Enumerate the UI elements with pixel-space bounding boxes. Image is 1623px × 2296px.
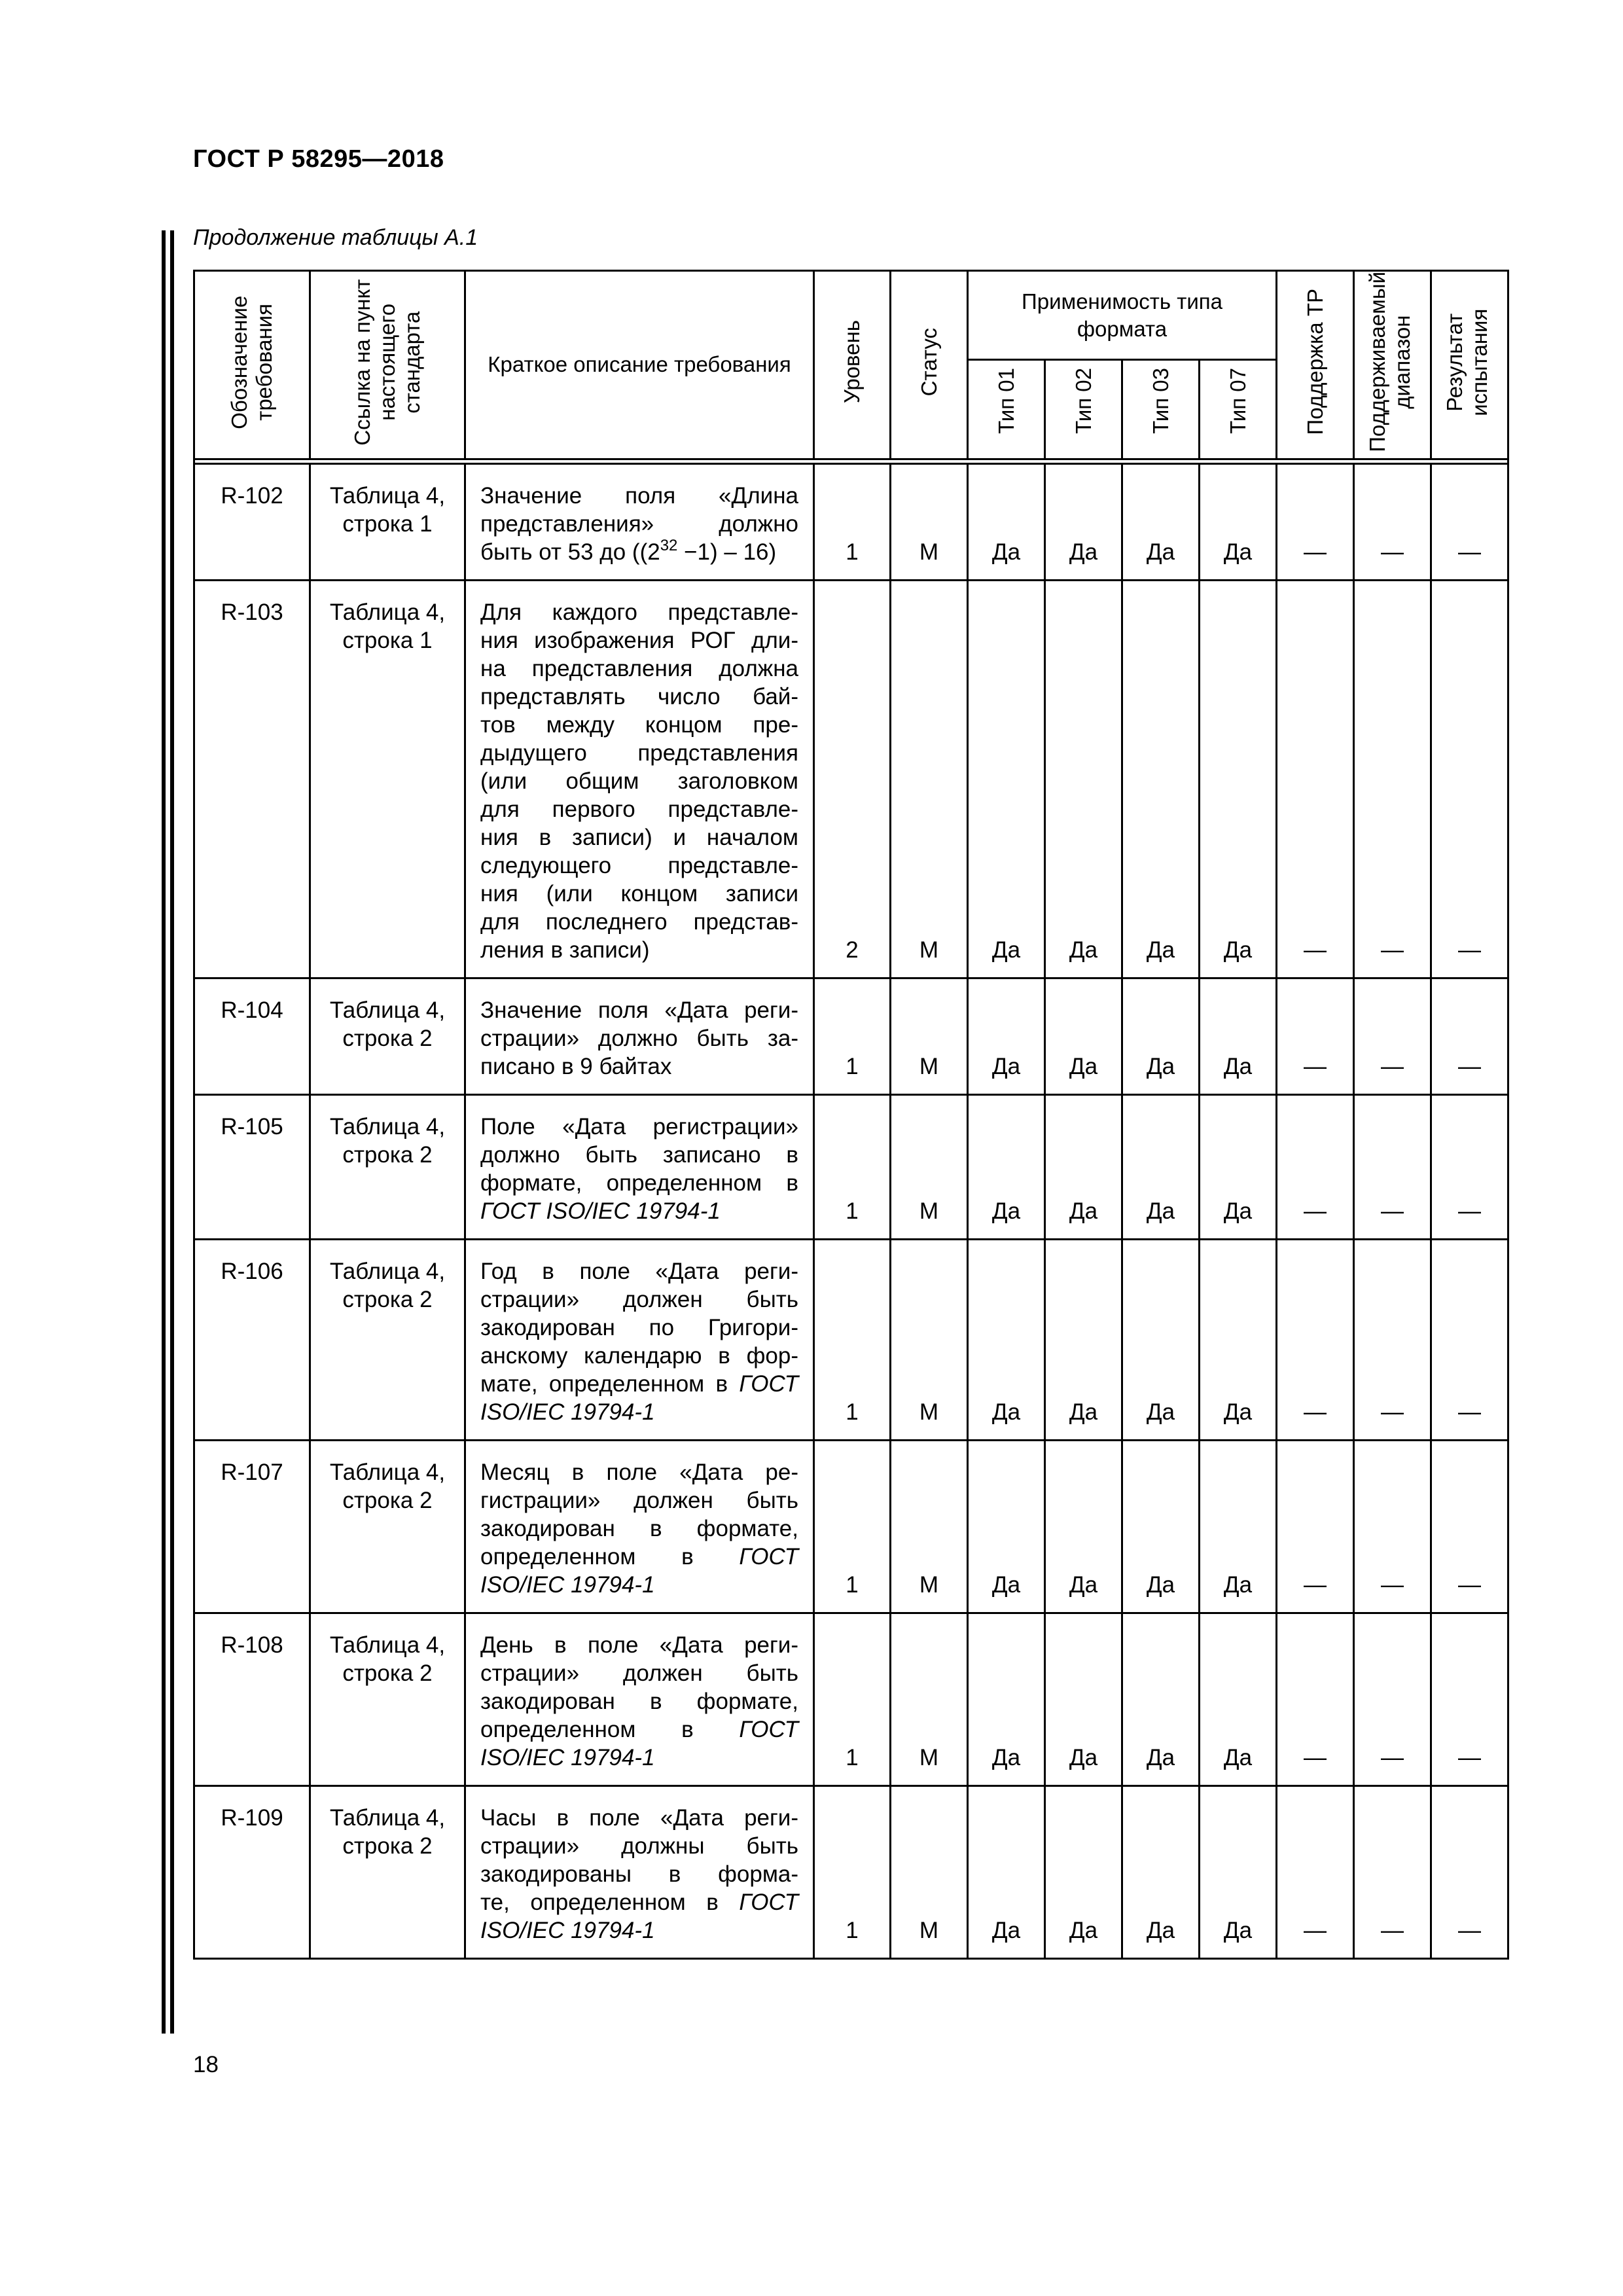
table-row xyxy=(194,1239,1508,1440)
cell-supported-range: — xyxy=(1354,463,1431,580)
cell-type02: Да xyxy=(1045,1440,1122,1613)
table-row xyxy=(194,463,1508,580)
cell-status: M xyxy=(891,978,968,1094)
cell-type01: Да xyxy=(968,978,1045,1094)
cell-supported-range: — xyxy=(1354,1094,1431,1239)
cell-description: Год в поле «Дата реги- страции» должен быть закодирован по Григори- анскому календарю в фор- мате, определенном в ГОСТ ISO/IEC 19794-1 xyxy=(465,1239,814,1440)
header-supported-range: Поддерживаемый диапазон xyxy=(1354,271,1431,459)
header-applicability: Применимость типа формата xyxy=(968,271,1277,360)
cell-status: M xyxy=(891,1613,968,1785)
cell-supported-range: — xyxy=(1354,1785,1431,1958)
cell-test-result: — xyxy=(1431,1613,1508,1785)
cell-reference: Таблица 4, строка 2 xyxy=(310,1094,465,1239)
cell-type02: Да xyxy=(1045,1239,1122,1440)
cell-type01: Да xyxy=(968,1785,1045,1958)
cell-reference: Таблица 4, строка 2 xyxy=(310,1785,465,1958)
cell-type07: Да xyxy=(1200,1613,1277,1785)
header-status: Статус xyxy=(891,271,968,459)
cell-type07: Да xyxy=(1200,463,1277,580)
table-row xyxy=(194,978,1508,1094)
cell-type03: Да xyxy=(1122,1440,1200,1613)
header-level: Уровень xyxy=(814,271,891,459)
cell-supported-range: — xyxy=(1354,978,1431,1094)
cell-type02: Да xyxy=(1045,1785,1122,1958)
cell-status: M xyxy=(891,580,968,978)
cell-level: 1 xyxy=(814,1440,891,1613)
cell-tr-support: — xyxy=(1277,1440,1354,1613)
cell-type01: Да xyxy=(968,1440,1045,1613)
cell-reference: Таблица 4, строка 2 xyxy=(310,1613,465,1785)
requirements-table xyxy=(193,270,1509,1960)
cell-level: 1 xyxy=(814,1613,891,1785)
cell-reference: Таблица 4, строка 1 xyxy=(310,580,465,978)
cell-description: Значение поля «Дата реги- страции» должно быть за- писано в 9 байтах xyxy=(465,978,814,1094)
cell-reference: Таблица 4, строка 2 xyxy=(310,1239,465,1440)
cell-designation: R-106 xyxy=(194,1239,310,1440)
cell-level: 1 xyxy=(814,1239,891,1440)
cell-designation: R-108 xyxy=(194,1613,310,1785)
cell-test-result: — xyxy=(1431,1239,1508,1440)
cell-type03: Да xyxy=(1122,978,1200,1094)
cell-type07: Да xyxy=(1200,1239,1277,1440)
cell-type03: Да xyxy=(1122,1785,1200,1958)
cell-designation: R-109 xyxy=(194,1785,310,1958)
header-reference: Ссылка на пункт настоящего стандарта xyxy=(310,271,465,459)
cell-type03: Да xyxy=(1122,1613,1200,1785)
cell-level: 1 xyxy=(814,1094,891,1239)
cell-designation: R-104 xyxy=(194,978,310,1094)
cell-level: 2 xyxy=(814,580,891,978)
header-type07: Тип 07 xyxy=(1200,360,1277,459)
header-separator xyxy=(194,459,1508,463)
description-mixed-line: те, определенном в ГОСТ xyxy=(480,1889,798,1915)
cell-tr-support: — xyxy=(1277,1613,1354,1785)
cell-test-result: — xyxy=(1431,978,1508,1094)
cell-status: M xyxy=(891,1239,968,1440)
cell-tr-support: — xyxy=(1277,978,1354,1094)
cell-type03: Да xyxy=(1122,1094,1200,1239)
cell-supported-range: — xyxy=(1354,1239,1431,1440)
change-bar-right xyxy=(170,230,174,2034)
table-row xyxy=(194,1785,1508,1958)
header-type03: Тип 03 xyxy=(1122,360,1200,459)
table-row xyxy=(194,1094,1508,1239)
cell-type02: Да xyxy=(1045,463,1122,580)
cell-tr-support: — xyxy=(1277,463,1354,580)
cell-designation: R-107 xyxy=(194,1440,310,1613)
cell-type01: Да xyxy=(968,463,1045,580)
cell-description: Значение поля «Длина представления» должно быть от 53 до $((2^{32} -1) - 16)$ xyxy=(465,463,814,580)
cell-description: Часы в поле «Дата реги- страции» должны быть закодированы в форма- те, определенном в ГОСТ ISO/IEC 19794-1 xyxy=(465,1785,814,1958)
cell-test-result: — xyxy=(1431,1785,1508,1958)
description-mixed-line: мате, определенном в ГОСТ xyxy=(480,1371,798,1397)
cell-supported-range: — xyxy=(1354,580,1431,978)
cell-level: 1 xyxy=(814,463,891,580)
cell-designation: R-103 xyxy=(194,580,310,978)
cell-type02: Да xyxy=(1045,978,1122,1094)
cell-type07: Да xyxy=(1200,978,1277,1094)
cell-reference: Таблица 4, строка 2 xyxy=(310,1440,465,1613)
header-description: Краткое описание требования xyxy=(465,271,814,459)
cell-supported-range: — xyxy=(1354,1440,1431,1613)
cell-description: Поле «Дата регистрации» должно быть записано в формате, определенном в ГОСТ ISO/IEC 19794-1 xyxy=(465,1094,814,1239)
cell-type07: Да xyxy=(1200,580,1277,978)
description-mixed-line: определенном в ГОСТ xyxy=(480,1716,798,1742)
cell-designation: R-105 xyxy=(194,1094,310,1239)
cell-tr-support: — xyxy=(1277,580,1354,978)
change-bar-left xyxy=(162,230,166,2034)
cell-test-result: — xyxy=(1431,580,1508,978)
cell-type01: Да xyxy=(968,1239,1045,1440)
cell-type07: Да xyxy=(1200,1785,1277,1958)
cell-type01: Да xyxy=(968,1613,1045,1785)
cell-test-result: — xyxy=(1431,1094,1508,1239)
table-caption: Продолжение таблицы А.1 xyxy=(193,225,478,250)
table-row xyxy=(194,580,1508,978)
cell-status: M xyxy=(891,1785,968,1958)
cell-description: Для каждого представле- ния изображения РОГ дли- на представления должна представлять число бай- тов между концом пре- дыдущего представления (или общим заголовком для первого представле- ния в записи) и началом следующего представле- ния (или концом записи для последнего представ- ления в записи) xyxy=(465,580,814,978)
cell-description: День в поле «Дата реги- страции» должен быть закодирован в формате, определенном в ГОСТ ISO/IEC 19794-1 xyxy=(465,1613,814,1785)
cell-status: M xyxy=(891,463,968,580)
cell-status: M xyxy=(891,1440,968,1613)
cell-type02: Да xyxy=(1045,1613,1122,1785)
cell-level: 1 xyxy=(814,978,891,1094)
cell-level: 1 xyxy=(814,1785,891,1958)
header-designation: Обозначение требования xyxy=(194,271,310,459)
header-tr-support: Поддержка ТР xyxy=(1277,271,1354,459)
cell-type07: Да xyxy=(1200,1440,1277,1613)
cell-type02: Да xyxy=(1045,1094,1122,1239)
cell-test-result: — xyxy=(1431,463,1508,580)
cell-type03: Да xyxy=(1122,1239,1200,1440)
cell-tr-support: — xyxy=(1277,1785,1354,1958)
header-test-result: Результат испытания xyxy=(1431,271,1508,459)
cell-status: M xyxy=(891,1094,968,1239)
cell-type03: Да xyxy=(1122,580,1200,978)
header-type01: Тип 01 xyxy=(968,360,1045,459)
description-mixed-line: определенном в ГОСТ xyxy=(480,1543,798,1570)
cell-type02: Да xyxy=(1045,580,1122,978)
cell-designation: R-102 xyxy=(194,463,310,580)
document-title: ГОСТ Р 58295—2018 xyxy=(193,145,444,173)
cell-type07: Да xyxy=(1200,1094,1277,1239)
cell-reference: Таблица 4, строка 2 xyxy=(310,978,465,1094)
table-row xyxy=(194,1440,1508,1613)
cell-type01: Да xyxy=(968,580,1045,978)
table-row xyxy=(194,1613,1508,1785)
header-type02: Тип 02 xyxy=(1045,360,1122,459)
cell-supported-range: — xyxy=(1354,1613,1431,1785)
cell-tr-support: — xyxy=(1277,1094,1354,1239)
cell-type01: Да xyxy=(968,1094,1045,1239)
page-number: 18 xyxy=(193,2052,219,2077)
cell-test-result: — xyxy=(1431,1440,1508,1613)
cell-tr-support: — xyxy=(1277,1239,1354,1440)
cell-type03: Да xyxy=(1122,463,1200,580)
cell-description: Месяц в поле «Дата ре- гистрации» должен быть закодирован в формате, определенном в ГОСТ ISO/IEC 19794-1 xyxy=(465,1440,814,1613)
cell-reference: Таблица 4, строка 1 xyxy=(310,463,465,580)
